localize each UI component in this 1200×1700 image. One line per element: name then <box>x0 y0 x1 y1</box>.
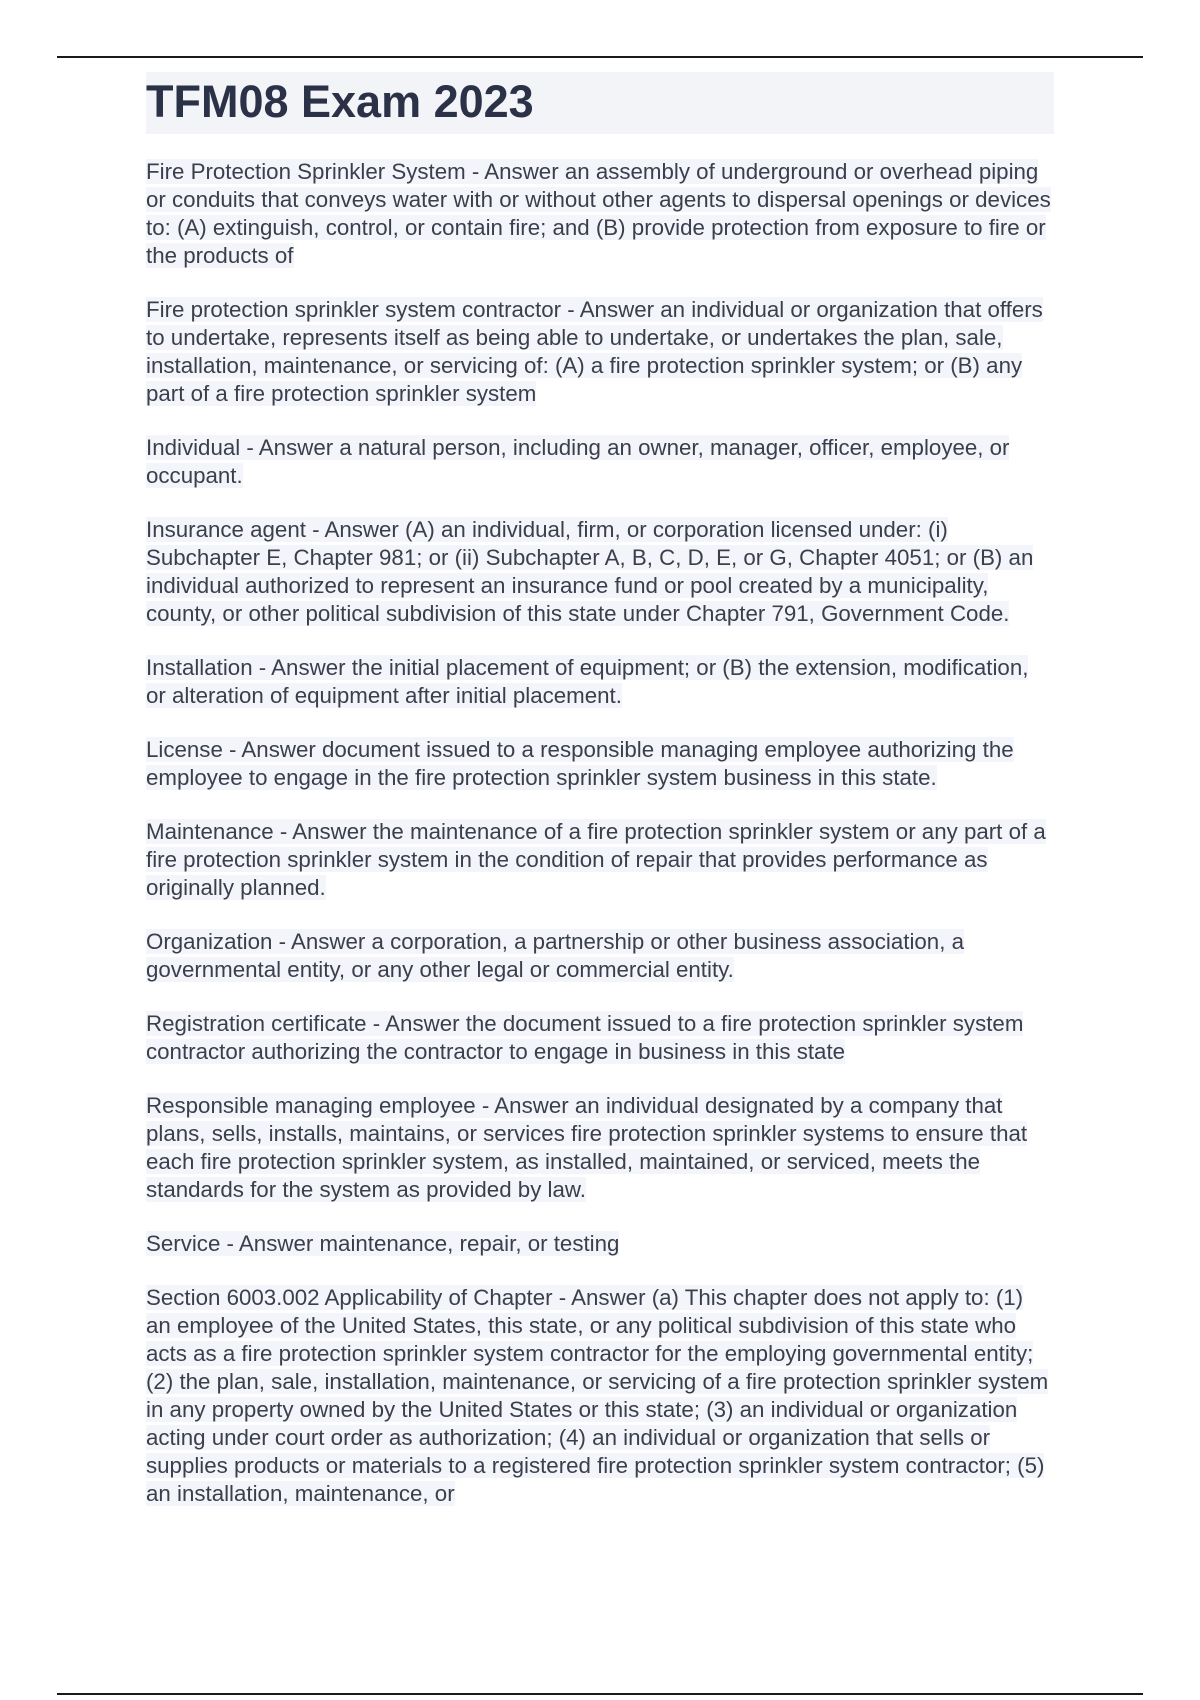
entry-text: Insurance agent - Answer (A) an individual, firm, or corporation licensed under: (i) Subchapter E, Chapter 981; or (ii) Subchapter A, B, C, D, E, or G, Chapter 4051; or (B) an individual authorized to represent an insurance fund or pool created by a municipality, county, or other political subdivision of this state under Chapter 791, Government Code. <box>146 517 1034 626</box>
entry-text: Registration certificate - Answer the document issued to a fire protection sprinkler system contractor authorizing the contractor to engage in business in this state <box>146 1011 1024 1064</box>
document-page <box>146 72 1054 1534</box>
entry-text: Maintenance - Answer the maintenance of a fire protection sprinkler system or any part of a fire protection sprinkler system in the condition of repair that provides performance as originally planned. <box>146 819 1046 900</box>
entry-installation <box>146 654 1054 710</box>
entry-text: Installation - Answer the initial placement of equipment; or (B) the extension, modification, or alteration of equipment after initial placement. <box>146 655 1029 708</box>
entry-text: Section 6003.002 Applicability of Chapter - Answer (a) This chapter does not apply to: (1) an employee of the United States, this state, or any political subdivision of this state who acts as a fire protection sprinkler system contractor for the employing governmental entity; (2) the plan, sale, installation, maintenance, or servicing of a fire protection sprinkler system in any property owned by the United States or this state; (3) an individual or organization acting under court order as authorization; (4) an individual or organization that sells or supplies products or materials to a registered fire protection sprinkler system contractor; (5) an installation, maintenance, or <box>146 1285 1049 1506</box>
entry-sprinkler-system-contractor <box>146 296 1054 408</box>
entry-registration-certificate <box>146 1010 1054 1066</box>
entry-text: Fire Protection Sprinkler System - Answer an assembly of underground or overhead piping or conduits that conveys water with or without other agents to dispersal openings or devices to: (A) extinguish, control, or contain fire; and (B) provide protection from exposure to fire or the products of <box>146 159 1051 268</box>
bottom-rule <box>57 1693 1143 1695</box>
entry-maintenance <box>146 818 1054 902</box>
entry-individual <box>146 434 1054 490</box>
entry-text: Organization - Answer a corporation, a partnership or other business association, a governmental entity, or any other legal or commercial entity. <box>146 929 964 982</box>
entry-responsible-managing-employee <box>146 1092 1054 1204</box>
entry-text: Responsible managing employee - Answer an individual designated by a company that plans, sells, installs, maintains, or services fire protection sprinkler systems to ensure that each fire protection sprinkler system, as installed, maintained, or serviced, meets the standards for the system as provided by law. <box>146 1093 1028 1202</box>
entry-text: Fire protection sprinkler system contractor - Answer an individual or organization that offers to undertake, represents itself as being able to undertake, or undertakes the plan, sale, installation, maintenance, or servicing of: (A) a fire protection sprinkler system; or (B) any part of a fire protection sprinkler system <box>146 297 1043 406</box>
entry-fire-protection-sprinkler-system <box>146 158 1054 270</box>
entry-text: Individual - Answer a natural person, including an owner, manager, officer, employee, or occupant. <box>146 435 1010 488</box>
entry-insurance-agent <box>146 516 1054 628</box>
entry-license <box>146 736 1054 792</box>
entry-organization <box>146 928 1054 984</box>
entry-text: Service - Answer maintenance, repair, or testing <box>146 1231 620 1256</box>
entry-service <box>146 1230 1054 1258</box>
document-title: TFM08 Exam 2023 <box>146 72 1054 134</box>
entry-text: License - Answer document issued to a responsible managing employee authorizing the employee to engage in the fire protection sprinkler system business in this state. <box>146 737 1014 790</box>
top-rule <box>57 56 1143 58</box>
entry-section-6003-002 <box>146 1284 1054 1508</box>
